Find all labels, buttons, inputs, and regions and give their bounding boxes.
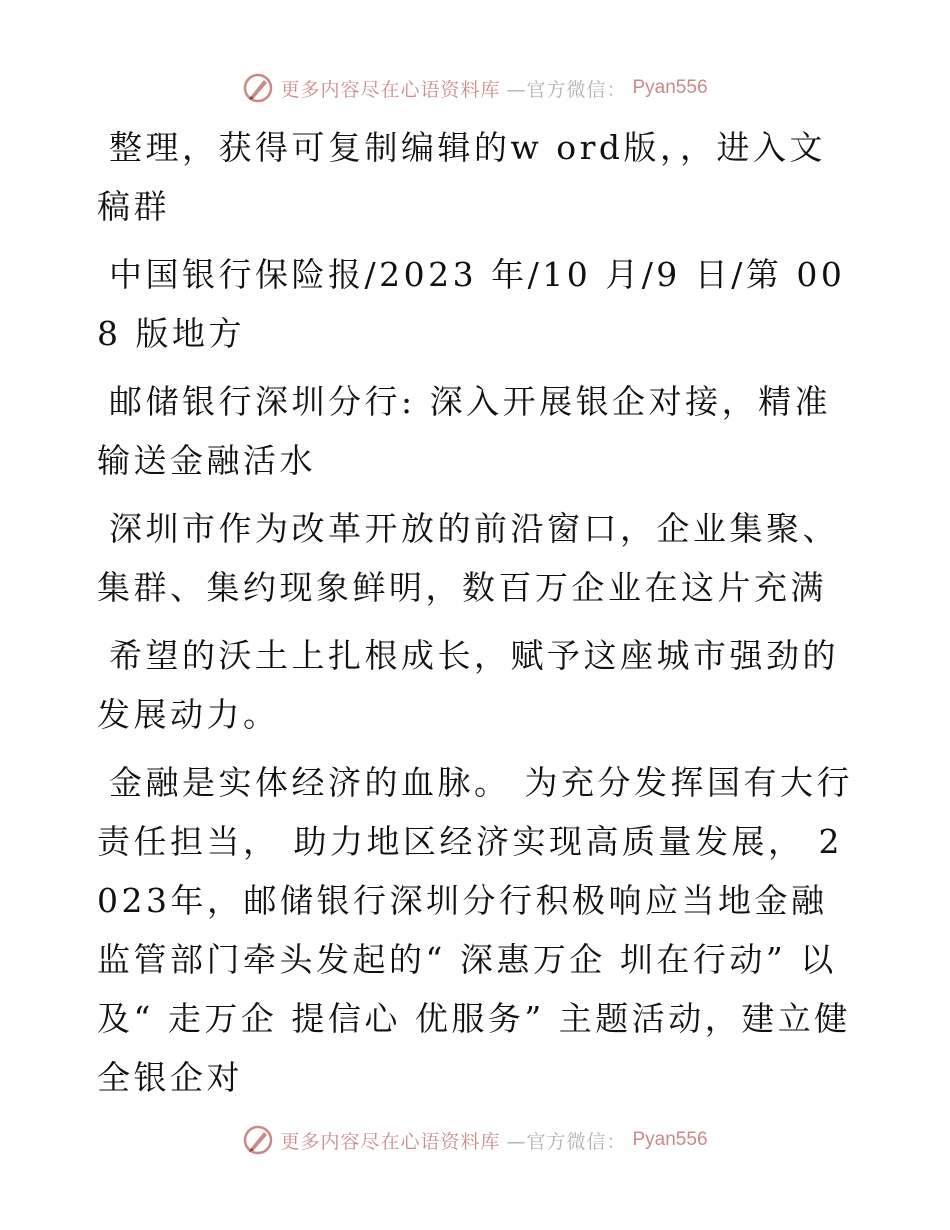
paragraph-rest: 任担当， 助力地区经济实现高质量发展， 2023年，邮储银行深圳分行积极响应当地金融监管部门牵头发起的“ 深惠万企 圳在行动” 以及“ 走万企 提信心 优服务” 主题活动，建立健全银企对 <box>97 822 851 1097</box>
paragraph-rest: 群、集约现象鲜明，数百万企业在这片充满 <box>133 568 827 607</box>
paragraph-first-line: 深圳市作为改革开放的前沿窗口，企业集聚、集 <box>97 509 839 607</box>
paragraph-first-line: 中国银行保险报/2023 年/10 月/9 日/第 008 版 <box>97 255 846 353</box>
paragraph-first-line: 金融是实体经济的血脉。 为充分发挥国有大行责 <box>97 763 853 861</box>
watermark-brand: 更多内容尽在心语资料库 <box>280 1130 501 1153</box>
watermark-wechat-id: Pyan556 <box>632 77 708 98</box>
quill-pen-icon <box>242 72 274 104</box>
paragraph <box>97 372 857 490</box>
footer-watermark <box>0 1124 950 1156</box>
quill-pen-icon <box>242 1124 274 1156</box>
paragraph <box>97 499 857 617</box>
watermark-separator: —官方微信： <box>506 1130 627 1153</box>
watermark-wechat-id: Pyan556 <box>632 1129 708 1150</box>
paragraph <box>97 626 857 744</box>
paragraph-first-line: 邮储银行深圳分行: 深入开展银企对接，精准输 <box>97 382 832 480</box>
header-watermark <box>0 72 950 104</box>
watermark-separator: —官方微信： <box>506 78 627 101</box>
paragraph-rest: 展动力。 <box>133 695 280 734</box>
watermark-brand: 更多内容尽在心语资料库 <box>280 78 501 101</box>
paragraph <box>97 118 857 236</box>
paragraph <box>97 753 857 1107</box>
paragraph-rest: 群 <box>133 187 170 226</box>
paragraph <box>97 245 857 363</box>
paragraph-first-line: 整理，获得可复制编辑的w ord版，，进入文稿 <box>97 128 827 226</box>
paragraph-rest: 地方 <box>172 314 245 353</box>
paragraph-first-line: 希望的沃土上扎根成长，赋予这座城市强劲的发 <box>97 636 839 734</box>
paragraph-rest: 送金融活水 <box>133 441 316 480</box>
document-body <box>97 118 857 1116</box>
